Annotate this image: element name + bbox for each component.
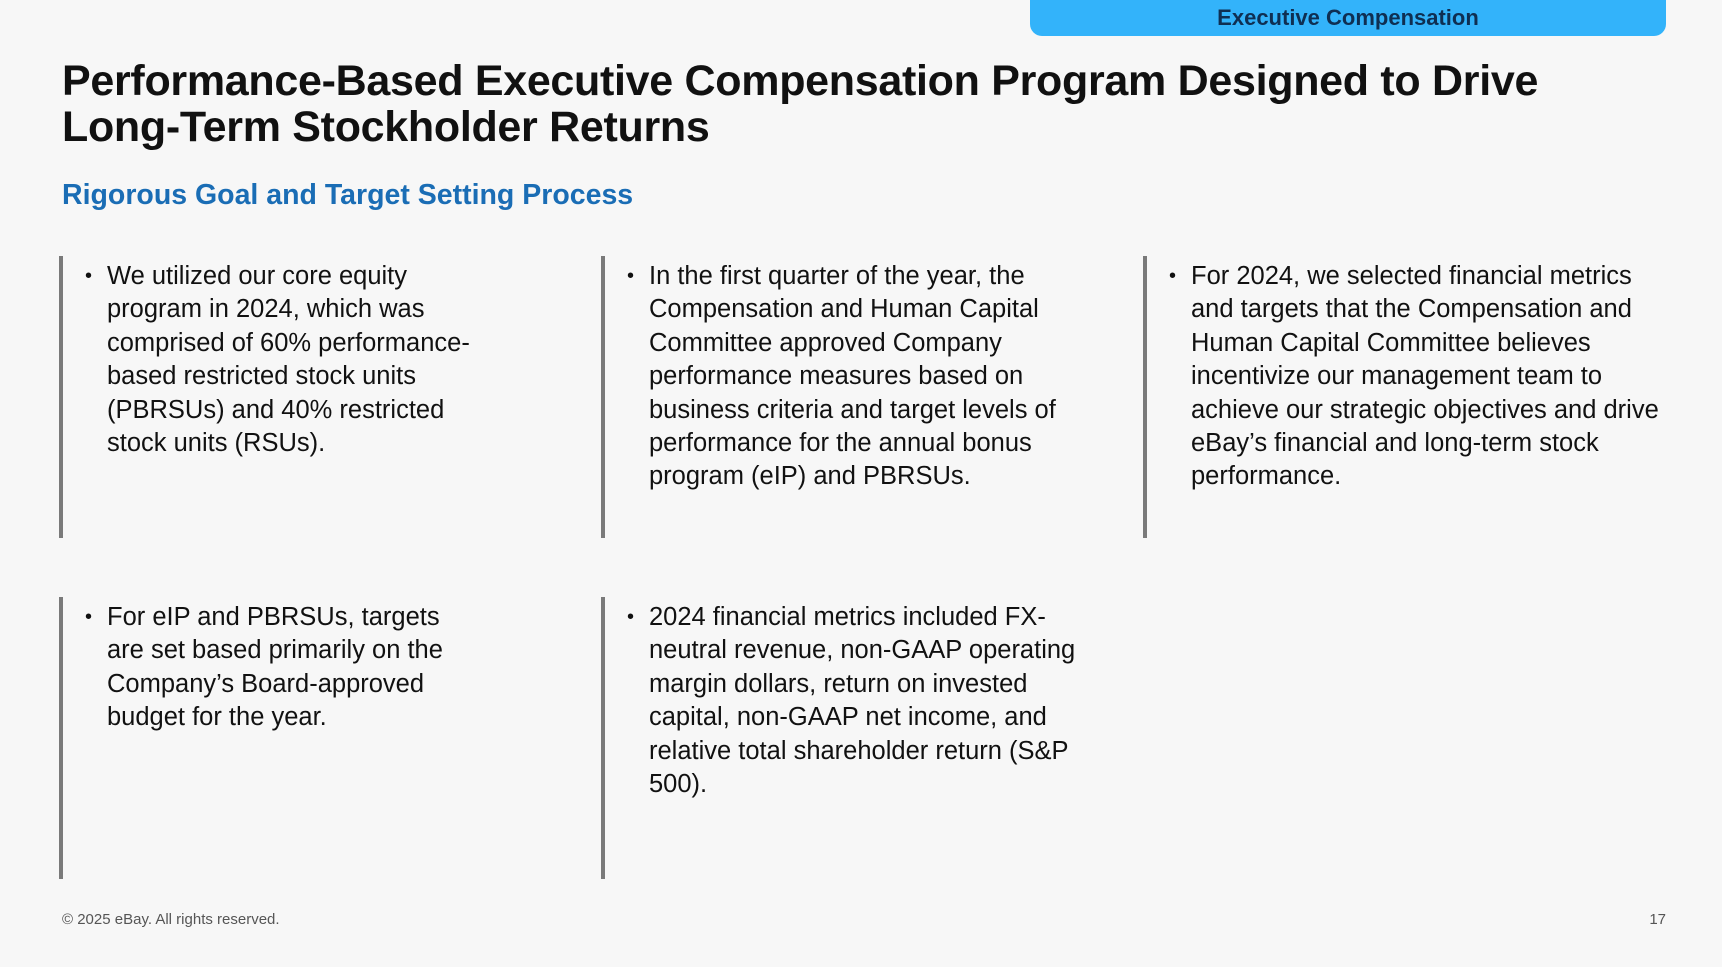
- bullet-item: [85, 601, 559, 735]
- footer-copyright: © 2025 eBay. All rights reserved.: [62, 911, 280, 928]
- bullet-icon: •: [85, 606, 93, 628]
- bullet-text: 2024 financial metrics included FX-neutral revenue, non-GAAP operating margin dollars, return on invested capital, non-GAAP net income, and relative total shareholder return (S&P 500).: [649, 603, 1076, 799]
- bullet-item: [627, 601, 1101, 801]
- card-financial-metrics-selection: [1143, 256, 1663, 538]
- section-tab: Executive Compensation: [1030, 0, 1666, 36]
- card-target-setting-budget: [59, 597, 559, 879]
- page-title: Performance-Based Executive Compensation Program Designed to Drive Long-Term Stockholder Returns: [62, 57, 1539, 151]
- bullet-text: For eIP and PBRSUs, targets are set based primarily on the Company’s Board-approved budget for the year.: [107, 603, 443, 732]
- bullet-text: We utilized our core equity program in 2024, which was comprised of 60% performance-based restricted stock units (PBRSUs) and 40% restricted stock units (RSUs).: [107, 262, 470, 458]
- card-2024-financial-metrics: [601, 597, 1101, 879]
- bullet-item: [1169, 260, 1663, 494]
- bullet-text: In the first quarter of the year, the Compensation and Human Capital Committee approved Company performance measures based on business criteria and target levels of performance for the annual bonus program (eIP) and PBRSUs.: [649, 262, 1056, 491]
- bullet-item: [627, 260, 1101, 494]
- bullet-icon: •: [85, 265, 93, 287]
- card-first-quarter-measures: [601, 256, 1101, 538]
- bullet-icon: •: [627, 265, 635, 287]
- card-core-equity-program: [59, 256, 559, 538]
- page-number: 17: [1649, 911, 1666, 928]
- bullet-item: [85, 260, 559, 460]
- bullet-icon: •: [627, 606, 635, 628]
- section-subtitle: Rigorous Goal and Target Setting Process: [62, 179, 634, 211]
- bullet-icon: •: [1169, 265, 1177, 287]
- bullet-text: For 2024, we selected financial metrics and targets that the Compensation and Human Capital Committee believes incentivize our management team to achieve our strategic objectives and drive eBay’s financial and long-term stock performance.: [1191, 262, 1659, 491]
